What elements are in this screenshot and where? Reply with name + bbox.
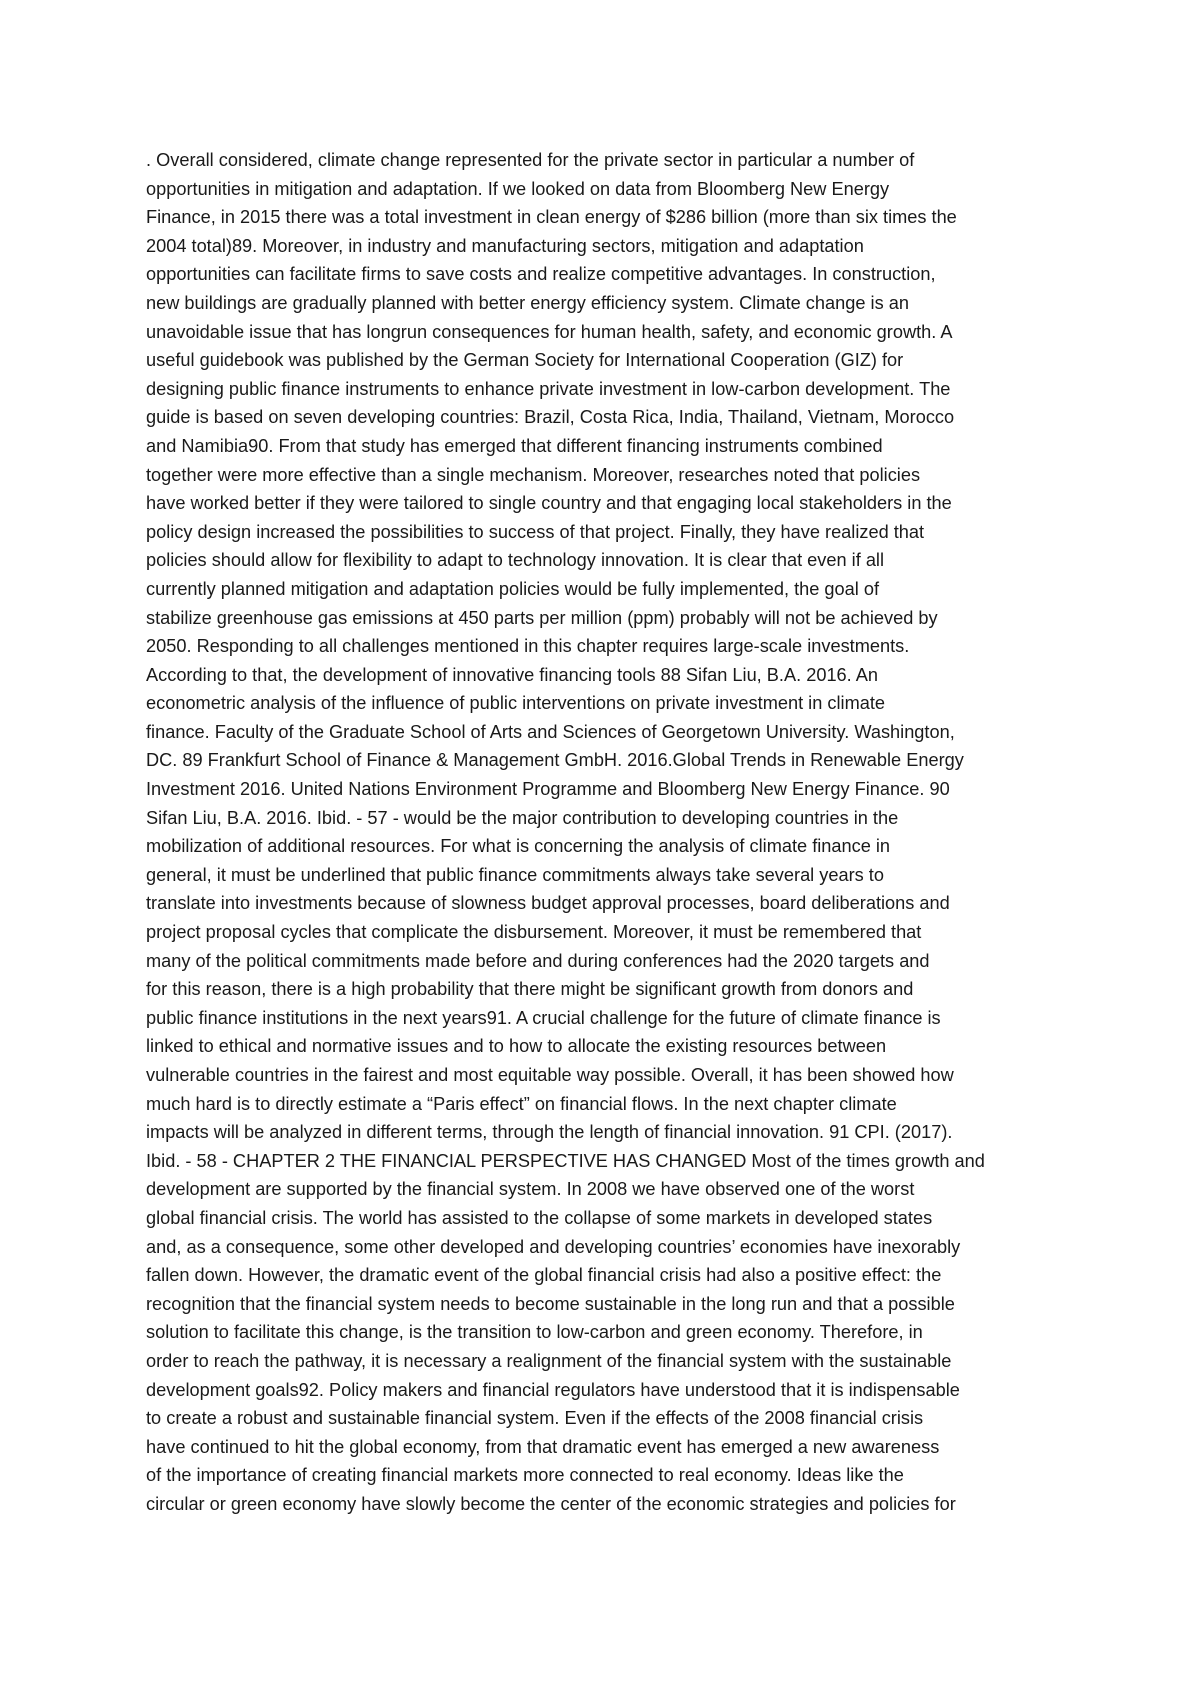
text-line: policies should allow for flexibility to adapt to technology innovation. It is clear that even if all	[146, 550, 885, 571]
text-line: many of the political commitments made before and during conferences had the 2020 targets and	[146, 950, 930, 971]
text-line: designing public finance instruments to enhance private investment in low-carbon development. The	[146, 378, 951, 399]
text-line: together were more effective than a single mechanism. Moreover, researches noted that policies	[146, 464, 921, 485]
text-line: Investment 2016. United Nations Environment Programme and Bloomberg New Energy Finance. 90	[146, 779, 950, 800]
text-line: finance. Faculty of the Graduate School of Arts and Sciences of Georgetown University. Washington,	[146, 721, 955, 742]
text-line: fallen down. However, the dramatic event of the global financial crisis had also a positive effect: the	[146, 1265, 942, 1286]
text-line: have worked better if they were tailored to single country and that engaging local stakeholders in the	[146, 493, 952, 514]
text-line: mobilization of additional resources. For what is concerning the analysis of climate finance in	[146, 836, 891, 857]
text-line: project proposal cycles that complicate the disbursement. Moreover, it must be remembered that	[146, 922, 922, 943]
text-line: Finance, in 2015 there was a total investment in clean energy of $286 billion (more than six times the	[146, 207, 957, 228]
text-line: vulnerable countries in the fairest and most equitable way possible. Overall, it has been showed how	[146, 1065, 954, 1085]
text-line: and Namibia90. From that study has emerged that different financing instruments combined	[146, 435, 883, 456]
text-line: . Overall considered, climate change represented for the private sector in particular a number of	[146, 150, 915, 170]
text-line: much hard is to directly estimate a “Paris effect” on financial flows. In the next chapter climate	[146, 1093, 897, 1114]
text-line: stabilize greenhouse gas emissions at 450 parts per million (ppm) probably will not be achieved by	[146, 607, 938, 628]
text-line: Sifan Liu, B.A. 2016. Ibid. - 57 - would be the major contribution to developing countries in the	[146, 807, 899, 828]
text-line: useful guidebook was published by the German Society for International Cooperation (GIZ) for	[146, 350, 904, 371]
text-line: to create a robust and sustainable financial system. Even if the effects of the 2008 financial crisis	[146, 1408, 924, 1429]
text-line: of the importance of creating financial markets more connected to real economy. Ideas like the	[146, 1465, 904, 1486]
text-line: currently planned mitigation and adaptation policies would be fully implemented, the goal of	[146, 578, 880, 599]
text-line: order to reach the pathway, it is necessary a realignment of the financial system with the sustainable	[146, 1350, 952, 1371]
body-paragraph	[146, 146, 1076, 1519]
text-line: public finance institutions in the next years91. A crucial challenge for the future of climate finance is	[146, 1007, 941, 1028]
text-line: econometric analysis of the influence of public interventions on private investment in climate	[146, 693, 886, 714]
text-line: global financial crisis. The world has assisted to the collapse of some markets in developed states	[146, 1207, 933, 1228]
text-line: new buildings are gradually planned with better energy efficiency system. Climate change is an	[146, 292, 909, 313]
text-line: opportunities can facilitate firms to save costs and realize competitive advantages. In construction,	[146, 264, 936, 285]
text-line: translate into investments because of slowness budget approval processes, board deliberations and	[146, 893, 950, 914]
text-line: circular or green economy have slowly become the center of the economic strategies and policies for	[146, 1493, 956, 1514]
text-line: unavoidable issue that has longrun consequences for human health, safety, and economic growth. A	[146, 321, 953, 342]
text-line: guide is based on seven developing countries: Brazil, Costa Rica, India, Thailand, Vietnam, Morocco	[146, 407, 955, 428]
text-line: Ibid. - 58 - CHAPTER 2 THE FINANCIAL PERSPECTIVE HAS CHANGED Most of the times growth and	[146, 1150, 985, 1171]
text-line: DC. 89 Frankfurt School of Finance & Management GmbH. 2016.Global Trends in Renewable Energy	[146, 750, 964, 771]
text-line: and, as a consequence, some other developed and developing countries’ economies have inexorably	[146, 1236, 961, 1257]
text-line: recognition that the financial system needs to become sustainable in the long run and that a possible	[146, 1293, 955, 1314]
text-line: 2004 total)89. Moreover, in industry and manufacturing sectors, mitigation and adaptation	[146, 235, 864, 256]
text-line: According to that, the development of innovative financing tools 88 Sifan Liu, B.A. 2016. An	[146, 664, 879, 685]
text-line: opportunities in mitigation and adaptation. If we looked on data from Bloomberg New Energy	[146, 178, 890, 199]
text-line: 2050. Responding to all challenges mentioned in this chapter requires large-scale investments.	[146, 636, 910, 657]
text-line: general, it must be underlined that public finance commitments always take several years to	[146, 864, 884, 885]
text-line: development goals92. Policy makers and financial regulators have understood that it is indispensable	[146, 1379, 960, 1400]
text-line: linked to ethical and normative issues and to how to allocate the existing resources between	[146, 1036, 887, 1057]
text-line: have continued to hit the global economy, from that dramatic event has emerged a new awareness	[146, 1436, 940, 1457]
text-line: for this reason, there is a high probability that there might be significant growth from donors and	[146, 979, 914, 1000]
text-line: impacts will be analyzed in different terms, through the length of financial innovation. 91 CPI. (2017).	[146, 1122, 953, 1143]
text-line: development are supported by the financial system. In 2008 we have observed one of the worst	[146, 1179, 915, 1200]
text-line: solution to facilitate this change, is the transition to low-carbon and green economy. Therefore, in	[146, 1322, 923, 1343]
text-line: policy design increased the possibilities to success of that project. Finally, they have realized that	[146, 521, 925, 542]
